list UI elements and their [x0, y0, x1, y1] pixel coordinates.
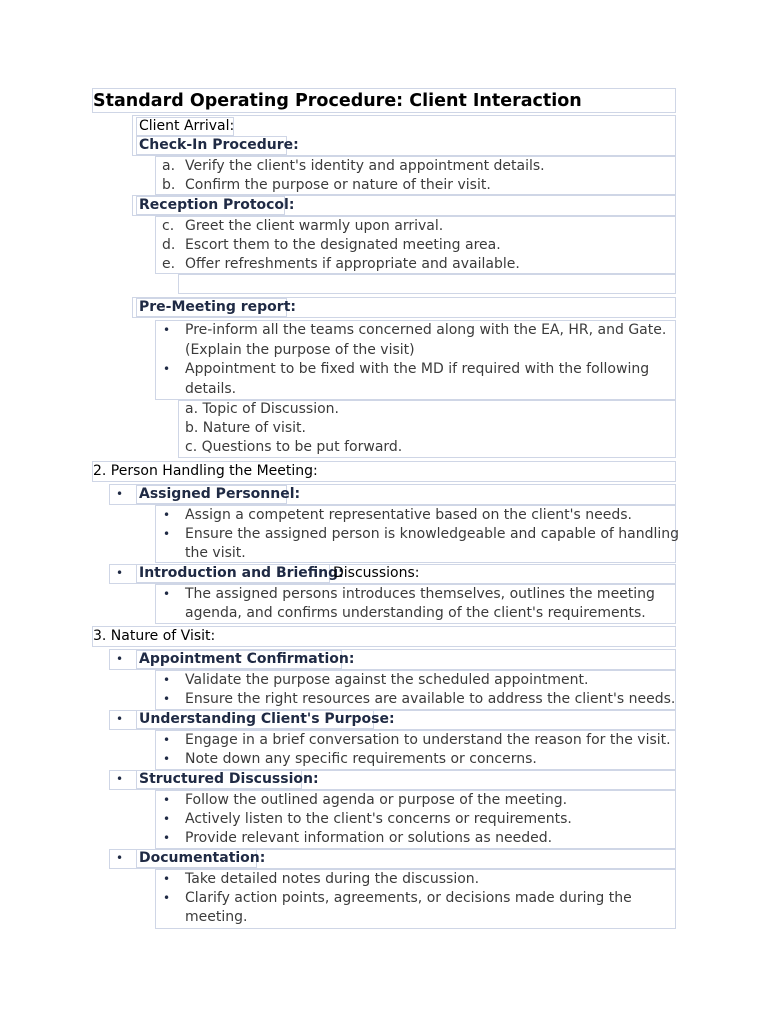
client-arrival-label: Client Arrival: — [139, 118, 235, 134]
bullet-icon: • — [116, 652, 124, 666]
bullet-icon: • — [116, 851, 124, 865]
documentation-heading: Documentation: — [139, 850, 266, 866]
premeeting-detail-c: c. Questions to be put forward. — [185, 439, 403, 455]
purpose-item-1: Engage in a brief conversation to understand the reason for the visit. — [185, 732, 671, 748]
bullet-icon: • — [163, 587, 171, 601]
reception-marker-e: e. — [162, 256, 176, 272]
premeeting-bullet2-line2: details. — [185, 381, 237, 397]
bullet-icon: • — [163, 812, 171, 826]
intro-bullet-line2: agenda, and confirms understanding of the client's requirements. — [185, 605, 646, 621]
bullet-icon: • — [163, 362, 171, 376]
documentation-bullet2-line2: meeting. — [185, 909, 248, 925]
bullet-icon: • — [163, 323, 171, 337]
discussion-item-3: Provide relevant information or solutions as needed. — [185, 830, 553, 846]
documentation-bullet1: Take detailed notes during the discussion. — [185, 871, 480, 887]
reception-item-d: Escort them to the designated meeting area. — [185, 237, 501, 253]
assigned-bullet1: Assign a competent representative based on the client's needs. — [185, 507, 632, 523]
discussion-item-1: Follow the outlined agenda or purpose of the meeting. — [185, 792, 568, 808]
bullet-icon: • — [116, 566, 124, 580]
appointment-item-2: Ensure the right resources are available to address the client's needs. — [185, 691, 676, 707]
checkin-item-b: Confirm the purpose or nature of their visit. — [185, 177, 491, 193]
bullet-icon: • — [163, 752, 171, 766]
reception-marker-c: c. — [162, 218, 175, 234]
bullet-icon: • — [163, 793, 171, 807]
premeeting-bullet2-line1: Appointment to be fixed with the MD if required with the following — [185, 361, 650, 377]
appointment-item-1: Validate the purpose against the scheduled appointment. — [185, 672, 589, 688]
bullet-icon: • — [163, 872, 171, 886]
premeeting-heading: Pre-Meeting report: — [139, 299, 296, 315]
bullet-icon: • — [163, 527, 171, 541]
premeeting-bullet1-line1: Pre-inform all the teams concerned along with the EA, HR, and Gate. — [185, 322, 667, 338]
section3-heading: 3. Nature of Visit: — [93, 628, 216, 644]
empty-row-box — [178, 274, 676, 294]
intro-bullet-line1: The assigned persons introduces themselves, outlines the meeting — [185, 586, 655, 602]
assigned-heading: Assigned Personnel: — [139, 486, 301, 502]
appointment-heading: Appointment Confirmation: — [139, 651, 355, 667]
page-title: Standard Operating Procedure: Client Interaction — [93, 91, 582, 111]
checkin-heading: Check-In Procedure: — [139, 137, 299, 153]
purpose-heading: Understanding Client's Purpose: — [139, 711, 395, 727]
intro-heading-suffix: Discussions: — [333, 565, 420, 581]
assigned-bullet2-line2: the visit. — [185, 545, 246, 561]
discussion-heading: Structured Discussion: — [139, 771, 319, 787]
premeeting-detail-a: a. Topic of Discussion. — [185, 401, 339, 417]
reception-heading: Reception Protocol: — [139, 197, 295, 213]
bullet-icon: • — [163, 733, 171, 747]
premeeting-detail-b: b. Nature of visit. — [185, 420, 306, 436]
bullet-icon: • — [163, 831, 171, 845]
premeeting-bullet1-line2: (Explain the purpose of the visit) — [185, 342, 415, 358]
reception-marker-d: d. — [162, 237, 176, 253]
section2-heading: 2. Person Handling the Meeting: — [93, 463, 318, 479]
checkin-marker-a: a. — [162, 158, 176, 174]
discussion-item-2: Actively listen to the client's concerns or requirements. — [185, 811, 572, 827]
assigned-bullet2-line1: Ensure the assigned person is knowledgeable and capable of handling — [185, 526, 680, 542]
reception-item-c: Greet the client warmly upon arrival. — [185, 218, 444, 234]
documentation-bullet2-line1: Clarify action points, agreements, or decisions made during the — [185, 890, 632, 906]
bullet-icon: • — [116, 712, 124, 726]
checkin-marker-b: b. — [162, 177, 176, 193]
bullet-icon: • — [163, 891, 171, 905]
bullet-icon: • — [163, 508, 171, 522]
intro-heading: Introduction and Briefing: — [139, 565, 344, 581]
purpose-item-2: Note down any specific requirements or concerns. — [185, 751, 537, 767]
checkin-item-a: Verify the client's identity and appointment details. — [185, 158, 545, 174]
bullet-icon: • — [163, 673, 171, 687]
bullet-icon: • — [116, 487, 124, 501]
bullet-icon: • — [163, 692, 171, 706]
reception-item-e: Offer refreshments if appropriate and available. — [185, 256, 520, 272]
bullet-icon: • — [116, 772, 124, 786]
